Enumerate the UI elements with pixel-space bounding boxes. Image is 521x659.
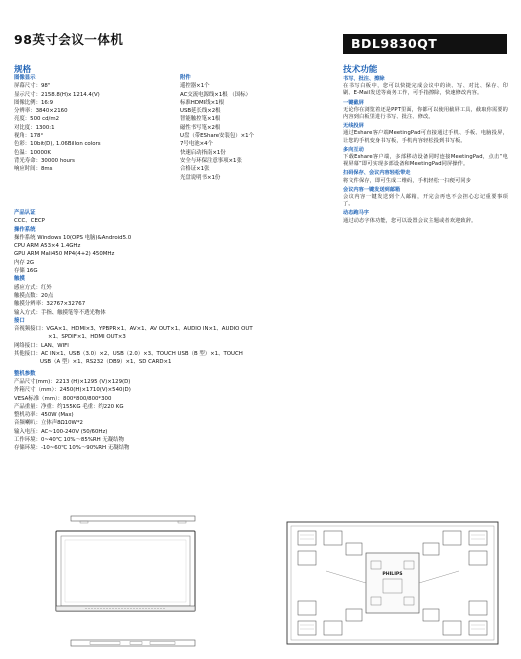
spec-line: 色温：10000K xyxy=(14,149,51,156)
spec-line: GPU ARM Mali450 MP4(4+2) 450MHz xyxy=(14,251,115,258)
spec-line: CPU ARM A53×4 1.4GHz xyxy=(14,243,81,250)
spec-line: 工作环境：0~40℃ 10%～85%RH 无凝结物 xyxy=(14,437,124,444)
spec-line: 视角：178° xyxy=(14,133,44,140)
feature-title: 会议内容一键发送到邮箱 xyxy=(343,186,401,193)
feature-desc: 通过Eshare客户端MeetingPad可直接通过手机、手板、电脑投屏， 让您的手机变身书写板，手机内容轻松投到书写板。 xyxy=(343,130,508,144)
interface-heading: 接口 xyxy=(14,317,25,324)
spec-line: 屏幕尺寸：98" xyxy=(14,83,51,90)
model-banner: BDL9830QT xyxy=(343,34,507,54)
accessory-line: U盘（带EShare安装包）×1个 xyxy=(180,133,254,140)
spec-line: 产品尺寸(mm)：2213 (H)×1295 (V)×129(D) xyxy=(14,378,131,385)
accessories-heading: 附件 xyxy=(180,75,191,81)
feature-desc: 会议内容一键发送到个人邮箱，开完会再也不会担心忘记重要事项了。 xyxy=(343,194,508,208)
rear-brand-label: PHILIPS xyxy=(382,572,403,577)
spec-line: 操作系统 Windows 10(OPS 电脑)&Android5.0 xyxy=(14,234,132,241)
features-section xyxy=(343,74,508,225)
spec-line: 图像比例：16:9 xyxy=(14,99,54,106)
feature-desc: 通过动态字体功能，您可以设置会议主题或者欢迎致辞。 xyxy=(343,217,477,224)
feature-title: 扫码保存、会议内容轻松带走 xyxy=(343,170,411,177)
feature-desc: 下载Eshare客户端，多部移动设备同时连接MeetingPad，点击“电视屏幕”即可实现多部设备和MeetingPad同屏操作。 xyxy=(343,154,508,168)
accessory-line: 光盘说明书×1份 xyxy=(180,174,221,181)
spec-line: ×1、SPDIF×1、HDMI OUT×3 xyxy=(48,334,126,341)
spec-line: 背光寿命：30000 hours xyxy=(14,157,75,164)
spec-line: 对比度：1300:1 xyxy=(14,124,55,131)
spec-line: 存储 16G xyxy=(14,268,38,275)
feature-desc: 无论你在浏览着还是PPT里面，你都可以使用截屏工具，截取你需要的内容到白板里进行书写、批注、修改。 xyxy=(343,106,508,121)
accessory-line: 安全与环保注意事项×1张 xyxy=(180,157,242,164)
spec-line: 亮度：500 cd/m2 xyxy=(14,116,60,123)
top-view-drawing xyxy=(70,512,196,526)
bottom-view-drawing xyxy=(70,636,196,650)
accessory-line: 7号电池×4个 xyxy=(180,141,213,148)
spec-line: CCC、CECP xyxy=(14,218,45,225)
spec-line: 触摸分辨率：32767×32767 xyxy=(14,301,86,308)
accessories-section xyxy=(180,74,254,182)
system-spec-section xyxy=(14,209,253,453)
spec-line: 存储环境：-10~60℃ 10%～90%RH 无凝结物 xyxy=(14,445,130,452)
spec-line: 其他接口：AC IN×1、USB（3.0）×2、USB（2.0）×3、TOUCH USB（B 型）×1、TOUCH xyxy=(14,351,243,358)
display-heading: 图像显示 xyxy=(14,75,36,81)
feature-desc: 在书写白板中，您可以快捷完成会议中的读、写、对比、保存、印刷、E-Mail发送等商务工作，可手指擦除，快速修改内容。 xyxy=(343,83,508,97)
rear-view-drawing xyxy=(286,521,499,645)
feature-title: 书写、批注、擦除 xyxy=(343,76,385,82)
spec-line: 输入电压：AC~100-240V (50/60Hz) xyxy=(14,428,108,435)
accessory-line: AC交流电源线×1根 （国标） xyxy=(180,91,251,98)
spec-line: 色彩：10bit(D), 1.06Billon colors xyxy=(14,141,101,148)
accessory-line: 磁性书写笔×2根 xyxy=(180,124,221,131)
spec-line: 网络接口：LAN、WIFI xyxy=(14,342,69,349)
feature-title: 动态跑马字 xyxy=(343,210,369,217)
certification-heading: 产品认证 xyxy=(14,210,36,216)
accessory-line: 智能触控笔×1根 xyxy=(180,116,221,123)
page-title: 98英寸会议一体机 xyxy=(14,32,124,47)
accessory-line: USB延长线×2根 xyxy=(180,108,221,115)
accessory-line: 合格证×1张 xyxy=(180,166,210,173)
spec-line: 音视频接口：VGA×1、HDMI×3、YPBPR×1、AV×1、AV OUT×1、AUDIO IN×1、AUDIO OUT xyxy=(14,326,253,333)
spec-line: 音频喇叭：立体声8Ω10W*2 xyxy=(14,420,83,427)
spec-line: 分辨率：3840×2160 xyxy=(14,108,68,115)
feature-title: 一键截屏 xyxy=(343,99,364,106)
whole-heading: 整机参数 xyxy=(14,370,36,377)
display-spec-section xyxy=(14,74,101,174)
accessory-line: 快速启动指南×1份 xyxy=(180,149,226,156)
spec-line: 输入方式：手指、触摸笔等不透光物体 xyxy=(14,309,106,316)
front-view-drawing xyxy=(55,530,196,615)
spec-line: USB（A 型）×1、RS232（DB9）×1、SD CARD×1 xyxy=(40,359,172,366)
spec-line: 整机功率：450W (Max) xyxy=(14,412,74,419)
spec-line: VESA标准（mm）：800*800/800*300 xyxy=(14,395,112,402)
feature-title: 无线投屏 xyxy=(343,123,364,130)
accessory-line: 标准HDMI线×1根 xyxy=(180,99,224,106)
spec-line: 内存 2G xyxy=(14,259,35,266)
touch-heading: 触摸 xyxy=(14,276,25,283)
spec-line: 显示尺寸：2158.8(H)x 1214.4(V) xyxy=(14,91,100,98)
feature-desc: 将文件保存，即可生成二维码，手机轻松一扫便可同步 xyxy=(343,177,472,184)
spec-line: 感应方式：红外 xyxy=(14,284,52,291)
spec-line: 触摸点数：20点 xyxy=(14,292,54,299)
spec-heading: 规格 xyxy=(14,65,32,75)
accessory-line: 遥控器×1个 xyxy=(180,83,210,90)
spec-line: 响应时间：8ms xyxy=(14,166,53,173)
os-heading: 操作系统 xyxy=(14,226,36,233)
spec-line: 外箱尺寸（mm）：2450(H)×1710(V)×540(D) xyxy=(14,387,131,394)
tech-heading: 技术功能 xyxy=(343,65,378,75)
spec-line: 产品重量：净重：约155KG 毛重：约220 KG xyxy=(14,403,124,410)
feature-title: 多向互动 xyxy=(343,146,364,153)
